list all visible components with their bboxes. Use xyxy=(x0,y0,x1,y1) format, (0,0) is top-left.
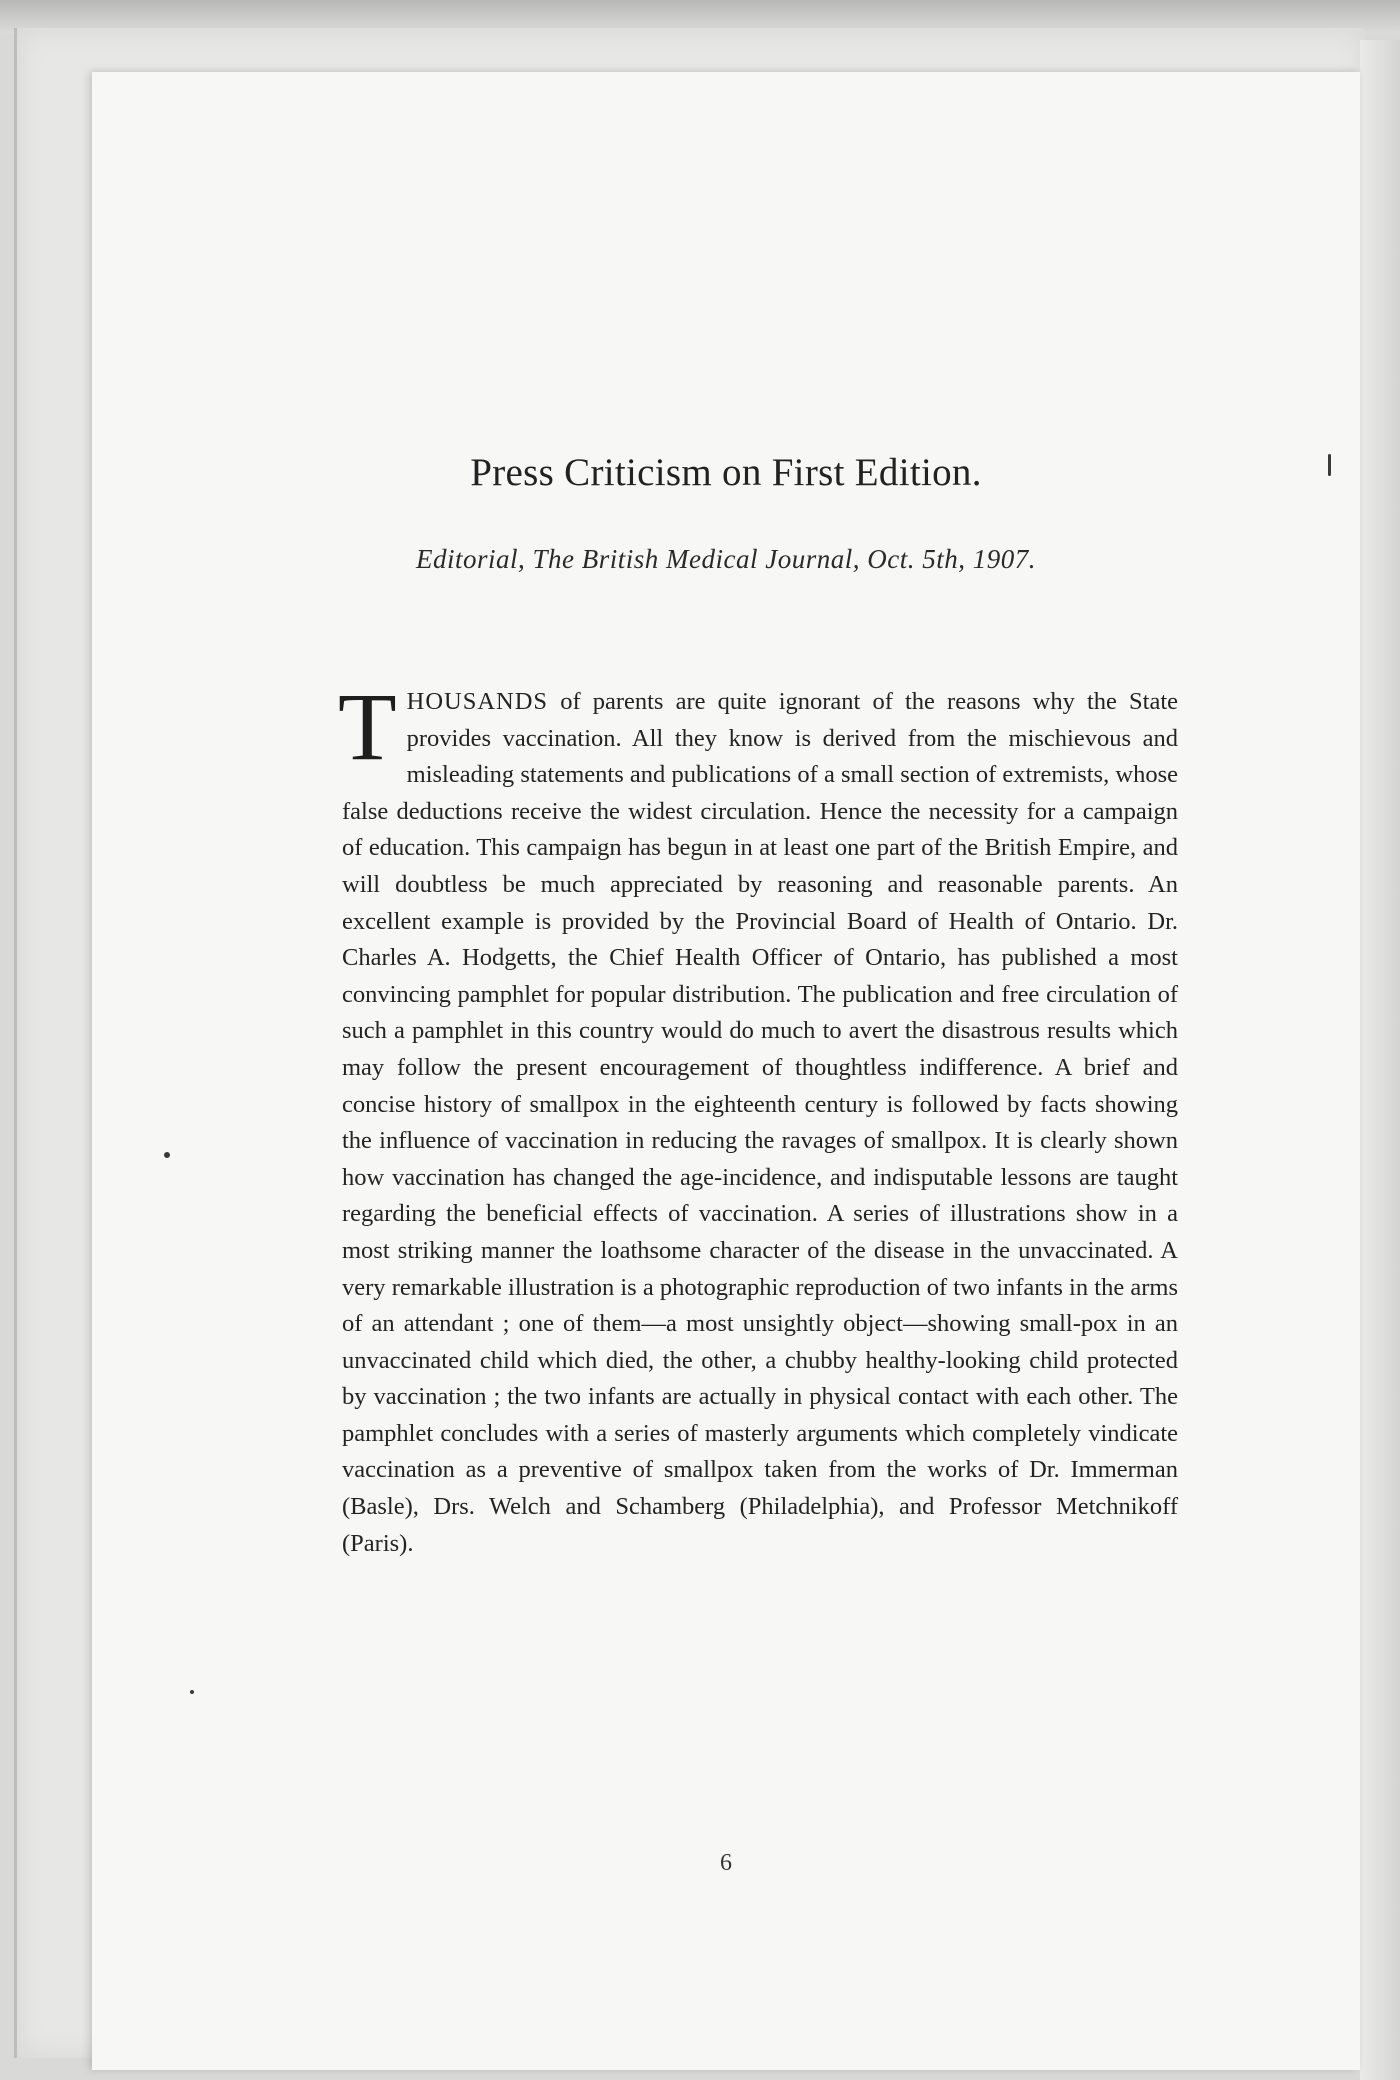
page-title: Press Criticism on First Edition. xyxy=(470,451,982,494)
body-paragraph xyxy=(338,673,1178,1562)
document-page xyxy=(92,72,1360,2070)
drop-cap: T xyxy=(338,673,397,780)
scan-speck xyxy=(190,1690,194,1694)
source-citation: Editorial, The British Medical Journal, Oct. 5th, 1907. xyxy=(416,544,1036,574)
lead-word: HOUSANDS xyxy=(406,688,549,715)
body-text: of parents are quite ignorant of the reasons why the State provides vaccination. All they know is derived from the mischievous and misleading statements and publications of a small section of extremists, whose false deductions receive the widest circulation. Hence the necessity for a campaign of education. This campaign has begun in at least one part of the British Empire, and will doubtless be much appreciated by reasoning and reasonable parents. An excellent example is provided by the Provincial Board of Health of Ontario. Dr. Charles A. Hodgetts, the Chief Health Officer of Ontario, has published a most convincing pamphlet for popular distribution. The publication and free circulation of such a pamphlet in this country would do much to avert the disastrous results which may follow the present encouragement of thoughtless indifference. A brief and concise history of smallpox in the eighteenth century is followed by facts showing the influence of vaccination in reducing the ravages of smallpox. It is clearly shown how vaccination has changed the age-incidence, and indisputable lessons are taught regarding the beneficial effects of vaccination. A series of illustrations show in a most striking manner the loathsome character of the disease in the unvaccinated. A very remarkable illustration is a photographic reproduction of two infants in the arms of an attendant ; one of them—a most unsightly object—showing small-pox in an unvaccinated child which died, the other, a chubby healthy-looking child protected by vaccination ; the two infants are actually in physical contact with each other. The pamphlet concludes with a series of masterly arguments which completely vindicate vaccination as a preventive of smallpox taken from the works of Dr. Immerman (Basle), Drs. Welch and Schamberg (Philadelphia), and Professor Metchnikoff (Paris). xyxy=(342,688,1178,1557)
scan-speck xyxy=(164,1152,170,1158)
page-number: 6 xyxy=(720,1850,732,1876)
scan-speck xyxy=(1328,454,1331,476)
scan-right-edge xyxy=(1360,40,1400,2080)
